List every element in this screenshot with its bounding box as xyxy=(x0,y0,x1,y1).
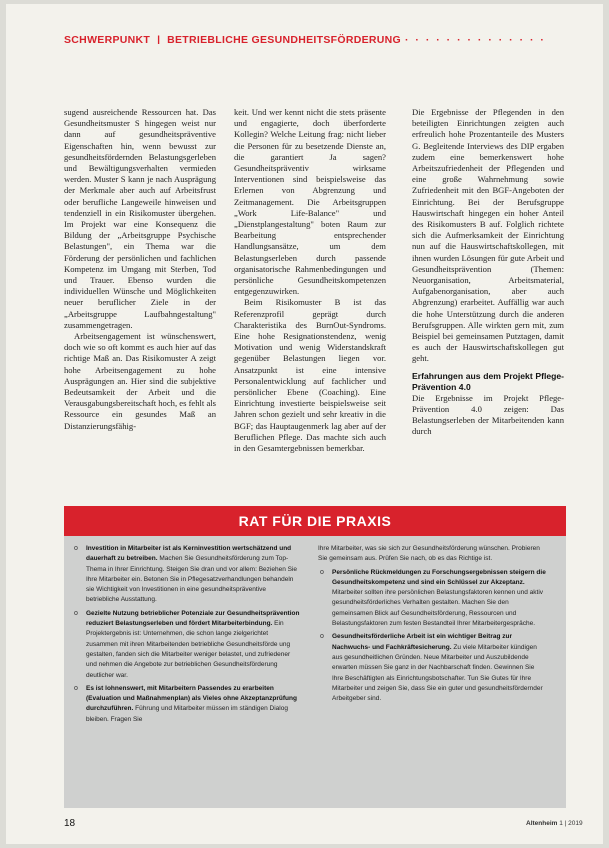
bullet-icon: o xyxy=(320,568,324,576)
tip-continuation xyxy=(318,544,546,565)
tip-item xyxy=(72,544,300,606)
text-column-3 xyxy=(412,107,564,437)
section-label: SCHWERPUNKT xyxy=(64,34,151,44)
publication-footer xyxy=(526,820,583,827)
publication-name: Altenheim xyxy=(526,820,558,827)
tip-text: Ein Projektergebnis ist: Unternehmen, die schon lange zielgerichtet zusammen mit ihren Mitarbeitenden betriebliche Gesundheitsförde ung gestalten, fanden sich die Mitarbeiter weniger belastet, und zufriedener und nehmen die Angebote zur betrieblichen Gesundheitsförderung deutlicher war. xyxy=(86,620,291,679)
tip-heading: Gezielte Nutzung betrieblicher Potenziale zur Gesundheitsprävention reduziert Belastungserleben und fördert Mitarbeiterbindung. xyxy=(86,609,300,628)
paragraph: Die Ergebnisse im Projekt Pflege-Prävention 4.0 zeigen: Das Belastungserleben der Mitarbeitenden kann durch xyxy=(412,392,564,437)
text-column-1 xyxy=(64,107,216,432)
paragraph: Arbeitsengagement ist wünschenswert, doch wie so oft kommt es auch hier auf das richtige Maß an. Das Risikomuster A zeigt hohe Arbeitsengagement zu hohe Ausprägungen an. Hier sind die subjektive Bedeutsamkeit der Arbeit und die Verausgabungsbereitschaft hoch, es fehlt als Ressource ein gesundes Maß an Distanzierungsfähig- xyxy=(64,331,217,431)
bullet-icon: o xyxy=(74,609,78,617)
paragraph: Beim Risikomuster B ist das Referenzprofil geprägt durch Charakteristika des BurnOut-Syndroms. Eine hohe Resignationstendenz, wenig Motivation und wenig Widerstandskraft gegenüber Belastungen liegen vor. Ansatzpunkt ist eine intensive Personalentwicklung auf fachlicher und persönlicher Ebene (Coaching). Eine Einrichtung investierte beispielsweise seit Jahren schon gezielt und sehr kreativ in die BGF; das Hauptaugenmerk lag aber auf der Beruflichen Pflege. Das machte sich auch in den Gesamtergebnissen bemerkbar. xyxy=(234,297,386,454)
tip-text: Machen Sie Gesundheitsförderung zum Top-Thema in Ihrer Einrichtung. Steigen Sie dran und vor allem: Beziehen Sie Ihre Mitarbeiter ein. Betonen Sie in Pflegesatzverhandlungen behandeln sie Wichtigkeit von Investitionen in eine gesundheitspräventive betriebliche Ausstattung. xyxy=(86,555,298,604)
topic-label: BETRIEBLICHE GESUNDHEITSFÖRDERUNG xyxy=(167,34,402,44)
practice-tips-box xyxy=(64,506,566,808)
tip-text: Zu viele Mitarbeiter kündigen aus gesundheitlichen Gründen. Neue Mitarbeiter und Auszubildende erwarten müssen Sie ganz in der Nachbarschaft finden. Gewinnen Sie Ihre Beschäftigten als Einrichtungsbotschafter. Tun Sie Gutes für Ihre Mitarbeiter und zeigen Sie, dass Sie ein guter und gesundheitsfördernder Arbeitgeber sind. xyxy=(332,643,543,703)
section-separator: | xyxy=(157,34,161,44)
magazine-page xyxy=(6,4,603,844)
subheading: Erfahrungen aus dem Projekt Pflege-Prävention 4.0 xyxy=(412,370,564,392)
section-header xyxy=(64,30,584,44)
bullet-icon: o xyxy=(74,545,78,552)
practice-tips-banner xyxy=(64,506,566,536)
tip-item xyxy=(318,568,546,630)
tip-text: Mitarbeiter sollten ihre persönlichen Belastungsfaktoren kennen und aktiv gesundheitsförderliches Verhalten gestalten. Machen Sie den gemeinsamen Blick auf Gesundheitsförderung, Ressourcen und Belastungsfaktoren zum festen Bestandteil Ihrer Mitarbeitergespräche. xyxy=(332,589,544,628)
tip-heading: Investition in Mitarbeiter ist als Kerninvestition wertschätzend und dauerhaft zu betreiben. xyxy=(86,545,292,563)
page-number: 18 xyxy=(64,818,76,829)
tips-column-left xyxy=(72,544,300,728)
tip-text: Führung und Mitarbeiter müssen im ständigen Dialog bleiben. Fragen Sie xyxy=(86,705,288,723)
tip-heading: Es ist lohnenswert, mit Mitarbeitern Passendes zu erarbeiten (Evaluation und Maßnahmenplan) als Vieles ohne Akzeptanzprüfung durchzuführen. xyxy=(86,684,297,713)
tip-item xyxy=(318,632,546,704)
tips-column-right xyxy=(318,544,546,707)
tip-text: Ihre Mitarbeiter, was sie sich zur Gesundheitsförderung wünschen. Probieren Sie gemeinsam aus. Prüfen Sie nach, ob es das Richtige ist. xyxy=(318,545,540,563)
bullet-icon: o xyxy=(74,684,78,692)
issue-number: 1 | 2019 xyxy=(559,820,583,827)
tip-heading: Persönliche Rückmeldungen zu Forschungsergebnissen steigern die Gesundheitskompetenz und sind ein Schlüssel zur Akzeptanz. xyxy=(332,568,546,586)
paragraph: keit. Und wer kennt nicht die stets präsente und engagierte, doch überforderte Kollegin? Welche Leitung frag: nicht lieber die Personen für zu besetzende Dienste an, die garantiert Ja sagen? Gesundheitspräventiv wirksame Interventionen sind beispielsweise das Erlernen von Abgrenzung und Zeitmanagement. Die Arbeitsgruppen „Work Life-Balance" und „Dienstplangestaltung" boten Raum zur Bearbeitung entsprechender Handlungsansätze, um dem Belastungserleben durch passende organisatorische Rahmenbedingungen und persönliche Gesundheitskompetenzen entgegenzuwirken. xyxy=(234,107,386,297)
paragraph: Die Ergebnisse der Pflegenden in den beteiligten Einrichtungen zeigten auch erfreulich hohe Prozentanteile des Musters G. Begleitende Interviews des DIP ergaben zudem eine bemerkenswert hohe Arbeitszufriedenheit der Pflegenden und eine große Wahrnehmung sowie Zufriedenheit mit den BGF-Angeboten der Einrichtung. Bei der Berufsgruppe Hauswirtschaft hingegen ein hoher Anteil des Risikomusters B auf. Folglich richtete sich die Aufmerksamkeit der Einrichtung nun auf die Hauswirtschaftskollegen, mit ihnen wurden Lösungen für gute Arbeit und Gesundheitsprävention (Themen: Neuorganisation, Arbeitsmaterial, Aufgabenorganisation, aber auch Abgrenzung) erarbeitet. Auffällig war auch die hohe Unterstützung durch die anderen Berufsgruppen. Alle wirkten gern mit, zum Beispiel bei gemeinsamen Putztagen, damit es auch der Hauswirtschaftskollegen gut geht. xyxy=(412,107,564,364)
paragraph: sugend ausreichende Ressourcen hat. Das Gesundheitsmuster S hingegen weist nur dann auf gesundheitspräventive Eigenschaften hin, wenn bewusst zur gesundheitsfördernden Belastungsgerleben und Bewältigungsverhalten vermieden werden. Muster S kann je nach Ausprägung der Merkmale aber auch auf Arbeitsfrust oder berufliche Langeweile hinweisen und tendenziell in ein Risikomuster übergehen. Im Projekt war eine Konsequenz die Bildung der „Arbeitsgruppe Psychische Belastungen", ein Thema war die Förderung der persönlichen und fachlichen Kompetenz im Umgang mit Sterben, Tod und Trauer. Ebenso wurden die individuellen Wünsche und Möglichkeiten neuer beruflicher Ziele in der „Arbeitsgruppe Laufbahngestaltung" zusammengetragen. xyxy=(64,107,216,330)
tip-item xyxy=(72,609,300,681)
practice-tips-title: RAT FÜR DIE PRAXIS xyxy=(238,513,392,529)
tip-heading: Gesundheitsförderliche Arbeit ist ein wichtiger Beitrag zur Nachwuchs- und Fachkräftesicherung. xyxy=(332,633,512,651)
bullet-icon: o xyxy=(320,633,324,641)
header-dots: · · · · · · · · · · · · · · xyxy=(405,34,546,44)
tip-item xyxy=(72,684,300,725)
text-column-2 xyxy=(234,107,386,454)
